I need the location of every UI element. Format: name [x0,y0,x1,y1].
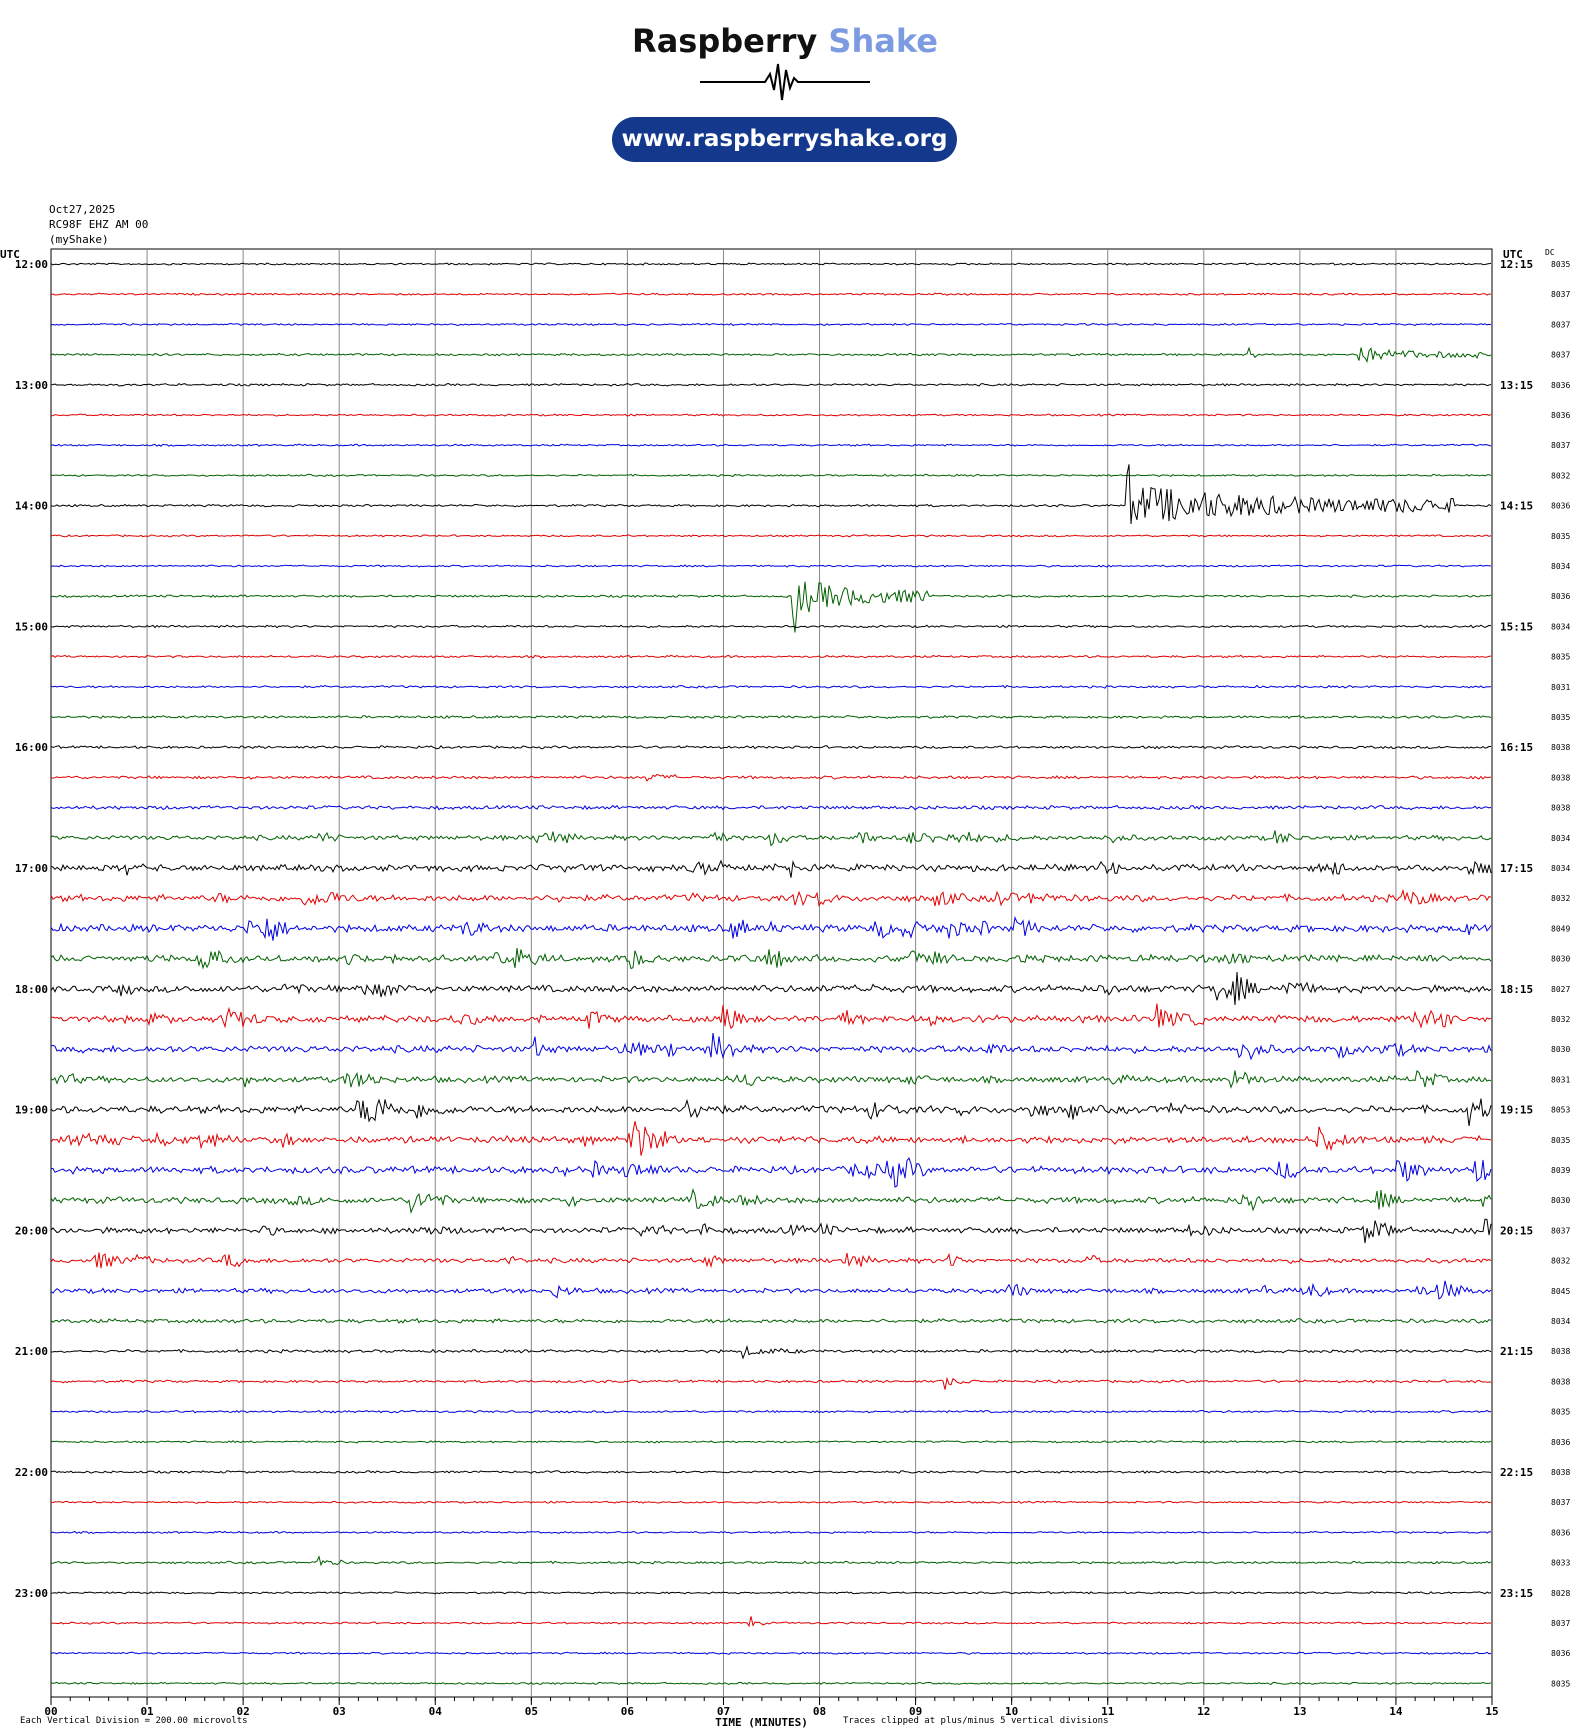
x-tick-label: 02 [236,1705,250,1718]
x-tick-label: 03 [332,1705,346,1718]
dc-value: 8033 [1551,1558,1570,1568]
utc-hour-label-right: 22:15 [1500,1466,1534,1479]
x-tick-label: 08 [812,1705,827,1718]
x-tick-label: 01 [140,1705,154,1718]
utc-hour-label-right: 19:15 [1500,1103,1534,1117]
seismic-trace [51,1410,1491,1412]
dc-value: 8034 [1551,1317,1570,1326]
footer-scale-note: Each Vertical Division = 200.00 microvolts [20,1716,248,1726]
seismic-trace [51,918,1491,941]
seismic-trace [51,565,1491,567]
dc-value: 8036 [1551,501,1570,511]
utc-hour-label-left: 19:00 [14,1103,48,1117]
seismic-trace [51,384,1491,387]
network-label: (myShake) [49,233,109,246]
seismic-trace [51,1281,1491,1299]
dc-value: 8036 [1551,1528,1570,1538]
utc-hour-label-right: 23:15 [1500,1586,1534,1600]
brand-word-raspberry: Raspberry [632,22,818,60]
seismic-trace [51,1158,1491,1187]
dc-value: 8036 [1551,1437,1570,1447]
utc-hour-label-left: 22:00 [14,1466,48,1479]
utc-hour-label-right: 16:15 [1500,741,1534,755]
utc-hour-label-right: 15:15 [1500,620,1534,634]
footer-clip-note: Traces clipped at plus/minus 5 vertical divisions [843,1716,1109,1726]
dc-title: DC [1545,248,1555,257]
seismic-trace [51,414,1491,416]
utc-hour-label-left: 13:00 [14,378,48,392]
seismic-trace [51,464,1491,524]
seismic-trace [51,806,1491,810]
seismic-trace [51,1616,1491,1626]
utc-hour-label-left: 12:00 [14,258,48,271]
dc-value: 8035 [1551,713,1570,722]
dc-value: 8053 [1551,1105,1570,1115]
dc-value: 8037 [1551,1226,1570,1236]
seismic-trace [51,1099,1491,1126]
dc-value: 8028 [1551,1588,1570,1598]
dc-value: 8031 [1551,682,1570,692]
dc-value: 8036 [1551,380,1570,390]
seismic-trace [51,1441,1491,1443]
x-tick-label: 09 [908,1705,923,1718]
dc-value: 8032 [1551,471,1570,481]
x-tick-label: 15 [1485,1705,1499,1718]
dc-value: 8034 [1551,833,1570,843]
seismic-trace [51,1347,1491,1358]
utc-hour-label-right: 20:15 [1500,1224,1534,1238]
x-tick-label: 13 [1293,1705,1307,1718]
x-tick-label: 05 [524,1705,538,1718]
seismic-trace [51,1682,1491,1684]
seismic-trace [51,948,1491,969]
seismic-trace [51,348,1491,362]
dc-value: 8035 [1551,652,1570,662]
x-tick-label: 12 [1197,1705,1211,1718]
utc-hour-label-left: 16:00 [14,741,48,755]
dc-value: 8035 [1551,260,1570,269]
right-axis-title: UTC [1503,248,1523,261]
seismic-trace [51,1121,1491,1155]
station-label: RC98F EHZ AM 00 [49,218,149,231]
dc-value: 8034 [1551,562,1570,571]
utc-hour-label-left: 14:00 [14,499,48,513]
dc-value: 8037 [1551,320,1570,330]
left-axis-title: UTC [0,248,20,261]
utc-hour-label-right: 13:15 [1500,378,1534,392]
seismic-trace [51,655,1491,658]
dc-value: 8035 [1551,1407,1570,1417]
utc-hour-label-right: 17:15 [1500,862,1534,875]
dc-value: 8035 [1551,1135,1570,1145]
utc-hour-label-left: 23:00 [14,1586,48,1600]
x-tick-label: 00 [44,1705,58,1718]
seismic-trace [51,293,1491,295]
seismic-trace [51,746,1491,749]
dc-value: 8032 [1551,1015,1570,1024]
x-axis-label: TIME (MINUTES) [715,1716,808,1729]
dc-value: 8036 [1551,1649,1570,1659]
seismic-trace [51,1652,1491,1654]
dc-value: 8035 [1551,1679,1570,1689]
dc-value: 8030 [1551,954,1570,964]
dc-value: 8031 [1551,1075,1570,1085]
utc-hour-label-left: 20:00 [14,1224,48,1238]
utc-hour-label-left: 18:00 [14,982,48,996]
x-tick-label: 06 [620,1705,635,1718]
seismic-trace [51,1501,1491,1503]
dc-value: 8038 [1551,803,1570,813]
seismic-trace [51,830,1491,845]
brand-word-shake: Shake [828,22,938,60]
utc-hour-label-right: 14:15 [1500,499,1534,513]
x-tick-label: 11 [1101,1705,1115,1718]
utc-hour-label-right: 21:15 [1500,1345,1534,1359]
dc-value: 8036 [1551,592,1570,602]
dc-value: 8036 [1551,411,1570,420]
dc-value: 8039 [1551,1166,1570,1175]
dc-value: 8032 [1551,1256,1570,1266]
dc-value: 8032 [1551,894,1570,904]
seismic-trace [51,1319,1491,1324]
date-label: Oct27,2025 [49,203,116,216]
dc-value: 8035 [1551,531,1570,541]
dc-value: 8037 [1551,350,1570,360]
x-tick-label: 04 [428,1705,442,1718]
dc-value: 8038 [1551,1347,1570,1357]
seismic-trace [51,1531,1491,1533]
website-link[interactable]: www.raspberryshake.org [612,117,957,162]
seismic-trace [51,323,1491,325]
dc-value: 8030 [1551,1196,1570,1206]
seismic-trace [51,1379,1491,1390]
dc-value: 8027 [1551,984,1570,994]
utc-hour-label-right: 12:15 [1500,258,1534,271]
seismic-trace [51,1190,1491,1213]
utc-hour-label-left: 15:00 [14,620,48,634]
seismic-trace [51,774,1491,781]
utc-hour-label-left: 17:00 [14,862,48,875]
dc-value: 8030 [1551,1045,1570,1055]
dc-value: 8038 [1551,1377,1570,1387]
seismic-trace [51,535,1491,537]
dc-value: 8038 [1551,743,1570,753]
plot-frame [51,249,1492,1697]
dc-value: 8037 [1551,290,1570,300]
seismic-trace [51,1033,1491,1059]
utc-hour-label-left: 21:00 [14,1345,48,1359]
seismic-trace [51,1252,1491,1268]
dc-value: 8038 [1551,1468,1570,1477]
seismic-trace [51,686,1491,689]
x-tick-label: 10 [1005,1705,1019,1718]
dc-value: 8038 [1551,773,1570,783]
utc-hour-label-right: 18:15 [1500,982,1534,996]
seismic-trace [51,1557,1491,1565]
seismic-trace [51,1219,1491,1243]
x-tick-label: 07 [716,1705,731,1718]
dc-value: 8034 [1551,622,1570,632]
dc-value: 8037 [1551,1498,1570,1508]
seismic-trace [51,1070,1491,1087]
seismic-trace [51,716,1491,719]
seismic-trace [51,1592,1491,1594]
dc-value: 8034 [1551,864,1570,873]
dc-value: 8045 [1551,1286,1570,1296]
seismic-trace [51,1004,1491,1029]
dc-value: 8037 [1551,1619,1570,1628]
seismic-trace [51,625,1491,628]
seismic-trace [51,891,1491,906]
seismic-trace [51,263,1491,265]
seismic-trace [51,972,1491,1005]
seismic-trace [51,474,1491,476]
x-tick-label: 14 [1389,1705,1403,1718]
seismic-trace [51,861,1491,878]
dc-value: 8037 [1551,441,1570,451]
seismic-trace [51,1471,1491,1473]
seismic-trace [51,444,1491,446]
dc-value: 8049 [1551,924,1570,934]
